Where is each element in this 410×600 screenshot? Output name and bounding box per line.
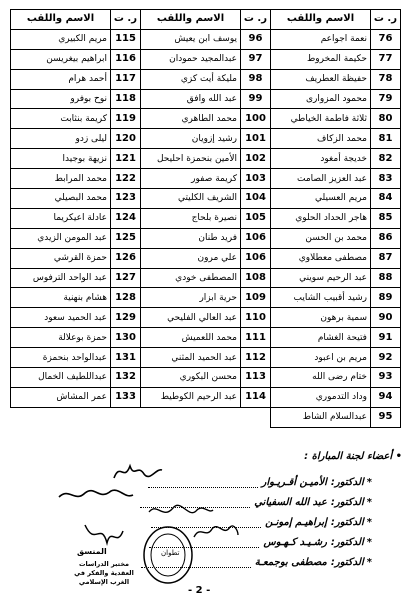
signature-4 [190, 521, 240, 543]
candidate-number: 91 [371, 328, 401, 348]
candidate-name: ثلاثة فاطمة الخياطي [271, 109, 371, 129]
candidate-name: كريمة بنثابت [11, 109, 111, 129]
candidate-name: علي مرون [141, 248, 241, 268]
candidate-number: 120 [111, 129, 141, 149]
candidate-number: 115 [111, 29, 141, 49]
table-row [11, 348, 401, 368]
candidate-name: الأمين بنحمزة احليحل [141, 149, 241, 169]
candidate-number: 99 [241, 89, 271, 109]
candidate-name: مريم العسيلي [271, 189, 371, 209]
table-row [11, 228, 401, 248]
member-name: رشـيـد كـهـوس [263, 537, 327, 548]
candidate-name: عمر المشاش [11, 387, 111, 407]
candidate-number: 80 [371, 109, 401, 129]
candidate-name: خديجة أمغود [271, 149, 371, 169]
candidate-number: 83 [371, 169, 401, 189]
candidate-name: مصطفى معطلاوي [271, 248, 371, 268]
stamp-lab-name: مختبر الدراسات العقدية والفكر في الغرب الإسلامي [74, 560, 134, 586]
candidate-name: أحمد هرام [11, 69, 111, 89]
member-title: الدكتور: [330, 497, 364, 508]
candidate-number: 77 [371, 49, 401, 69]
candidate-name: محمد الزكاف [271, 129, 371, 149]
candidate-name: ختام رضى الله [271, 368, 371, 388]
candidate-name: محمود المزوارى [271, 89, 371, 109]
candidate-name: حرية ابزار [141, 288, 241, 308]
header-number: ر. ت [371, 10, 401, 30]
member-name: مصطفى بوجمعـة [254, 557, 327, 568]
candidate-number: 76 [371, 29, 401, 49]
candidate-name: عبد الواحد الترفوس [11, 268, 111, 288]
candidate-name: ليلى زدو [11, 129, 111, 149]
member-star: * [366, 497, 372, 508]
candidate-number: 104 [241, 189, 271, 209]
candidate-name: عبدالسلام الشاط [271, 407, 371, 427]
empty-cell [11, 407, 111, 427]
candidate-number: 79 [371, 89, 401, 109]
candidate-name: محسن البكوري [141, 368, 241, 388]
candidate-number: 109 [241, 288, 271, 308]
candidate-name: عبد الرحيم الكوطيط [141, 387, 241, 407]
table-row [11, 387, 401, 407]
table-row [11, 89, 401, 109]
header-name: الاسم واللقب [141, 10, 241, 30]
candidate-number: 133 [111, 387, 141, 407]
candidate-number: 93 [371, 368, 401, 388]
candidate-number: 105 [241, 208, 271, 228]
candidate-name: عبدالمجيد حمودان [141, 49, 241, 69]
candidate-number: 97 [241, 49, 271, 69]
candidate-name: عبداللطيف الخمال [11, 368, 111, 388]
candidate-number: 124 [111, 208, 141, 228]
table-row [11, 248, 401, 268]
candidate-number: 116 [111, 49, 141, 69]
candidate-number: 117 [111, 69, 141, 89]
candidate-number: 100 [241, 109, 271, 129]
candidate-name: مليكة أيت كزي [141, 69, 241, 89]
candidate-name: عبد الحميد سعود [11, 308, 111, 328]
candidate-name: عادلة اعيكريما [11, 208, 111, 228]
candidate-number: 122 [111, 169, 141, 189]
candidate-name: ابراهيم بيغريسن [11, 49, 111, 69]
table-row [11, 69, 401, 89]
table-body [11, 29, 401, 427]
candidate-number: 130 [111, 328, 141, 348]
candidate-name: فتيحة الغشام [271, 328, 371, 348]
candidate-name: يوسف ابن يعيش [141, 29, 241, 49]
member-title: الدكتور: [330, 537, 364, 548]
candidate-number: 98 [241, 69, 271, 89]
candidate-number: 94 [371, 387, 401, 407]
table-row [11, 268, 401, 288]
member-name: إبراهيـم إمونـن [265, 517, 327, 528]
candidate-name: مريم بن اعبود [271, 348, 371, 368]
table-row [11, 328, 401, 348]
candidate-name: رشيد أقبيب الشايب [271, 288, 371, 308]
candidate-number: 81 [371, 129, 401, 149]
candidate-number: 95 [371, 407, 401, 427]
candidate-number: 114 [241, 387, 271, 407]
candidate-name: المصطفى خودي [141, 268, 241, 288]
candidate-name: حمزة القرشي [11, 248, 111, 268]
table-row [11, 49, 401, 69]
candidate-number: 131 [111, 348, 141, 368]
table-row [11, 208, 401, 228]
candidate-number: 82 [371, 149, 401, 169]
table-header-row [11, 10, 401, 30]
table-row [11, 368, 401, 388]
candidate-name: حكيمة المخروط [271, 49, 371, 69]
candidate-name: عبد المومن الزيدي [11, 228, 111, 248]
member-name: الأميـن أقـريـوار [261, 477, 327, 488]
committee-heading: • أعضاء لجنة المباراة : [304, 451, 402, 462]
candidate-number: 101 [241, 129, 271, 149]
candidate-number: 78 [371, 69, 401, 89]
candidate-number: 111 [241, 328, 271, 348]
candidate-number: 106 [241, 248, 271, 268]
table-row [11, 29, 401, 49]
stamp-inner-text: تطوان [161, 549, 180, 557]
candidate-number: 129 [111, 308, 141, 328]
candidate-name: هاجر الحداد الحلوي [271, 208, 371, 228]
member-star: * [366, 537, 372, 548]
candidate-number: 106 [241, 228, 271, 248]
candidate-number: 123 [111, 189, 141, 209]
table-row [11, 129, 401, 149]
header-number: ر. ت [241, 10, 271, 30]
member-title: الدكتور: [330, 477, 364, 488]
candidate-name: عبدالواحد بنحمزة [11, 348, 111, 368]
candidate-number: 118 [111, 89, 141, 109]
candidate-name: عبد الله وافق [141, 89, 241, 109]
candidates-table [10, 9, 401, 428]
candidate-name: محمد البصيلي [11, 189, 111, 209]
member-name: عبد الله السفياني [254, 497, 327, 508]
candidate-number: 110 [241, 308, 271, 328]
member-title: الدكتور: [330, 517, 364, 528]
candidate-number: 112 [241, 348, 271, 368]
candidate-number: 86 [371, 228, 401, 248]
candidate-name: نزيهة بوجيدا [11, 149, 111, 169]
empty-cell [111, 407, 141, 427]
candidate-name: وداد التدموري [271, 387, 371, 407]
candidate-name: نعمة اجواعم [271, 29, 371, 49]
candidate-name: محمد المرابط [11, 169, 111, 189]
candidate-number: 127 [111, 268, 141, 288]
candidate-number: 108 [241, 268, 271, 288]
candidate-number: 89 [371, 288, 401, 308]
candidate-name: حفيظة العطريف [271, 69, 371, 89]
official-stamp [65, 517, 197, 587]
candidate-number: 84 [371, 189, 401, 209]
candidate-name: نصيرة بلحاج [141, 208, 241, 228]
table-row [11, 109, 401, 129]
candidate-number: 90 [371, 308, 401, 328]
candidate-number: 113 [241, 368, 271, 388]
candidate-name: مريم الكبيري [11, 29, 111, 49]
member-title: الدكتور: [330, 557, 364, 568]
candidate-name: هشام بنهنية [11, 288, 111, 308]
table-row [11, 149, 401, 169]
member-star: * [366, 557, 372, 568]
candidate-number: 92 [371, 348, 401, 368]
candidate-name: كريمة صفور [141, 169, 241, 189]
candidate-name: محمد الطاهري [141, 109, 241, 129]
stamp-coordinator: المنسق [77, 547, 107, 556]
header-name: الاسم واللقب [271, 10, 371, 30]
candidate-number: 128 [111, 288, 141, 308]
candidate-name: عبد الرحيم سويني [271, 268, 371, 288]
candidate-number: 121 [111, 149, 141, 169]
candidate-name: الشريف الكليتي [141, 189, 241, 209]
candidate-name: محمد بن الحسن [271, 228, 371, 248]
empty-cell [241, 407, 271, 427]
table-row [11, 407, 401, 427]
candidate-number: 88 [371, 268, 401, 288]
candidate-name: حمزة بوعلالة [11, 328, 111, 348]
table-row [11, 308, 401, 328]
candidate-number: 102 [241, 149, 271, 169]
candidate-name: فريد طنان [141, 228, 241, 248]
candidate-name: سمية برهون [271, 308, 371, 328]
candidate-name: عبد الحميد المثني [141, 348, 241, 368]
signature-2 [55, 483, 135, 507]
candidate-number: 132 [111, 368, 141, 388]
candidate-number: 126 [111, 248, 141, 268]
candidate-name: عبد العزيز الصامت [271, 169, 371, 189]
candidate-number: 125 [111, 228, 141, 248]
candidate-name: رشيد إزويان [141, 129, 241, 149]
table-row [11, 189, 401, 209]
table-row [11, 169, 401, 189]
table-row [11, 288, 401, 308]
empty-cell [141, 407, 241, 427]
candidate-number: 85 [371, 208, 401, 228]
candidate-number: 103 [241, 169, 271, 189]
candidate-name: محمد اللعميش [141, 328, 241, 348]
candidate-number: 119 [111, 109, 141, 129]
page-number: - 2 - [188, 585, 211, 596]
member-star: * [366, 477, 372, 488]
candidate-name: نوح بوفرو [11, 89, 111, 109]
candidate-name: عبد العالي الفليحي [141, 308, 241, 328]
candidate-number: 87 [371, 248, 401, 268]
member-star: * [366, 517, 372, 528]
candidate-number: 96 [241, 29, 271, 49]
header-number: ر. ت [111, 10, 141, 30]
header-name: الاسم واللقب [11, 10, 111, 30]
